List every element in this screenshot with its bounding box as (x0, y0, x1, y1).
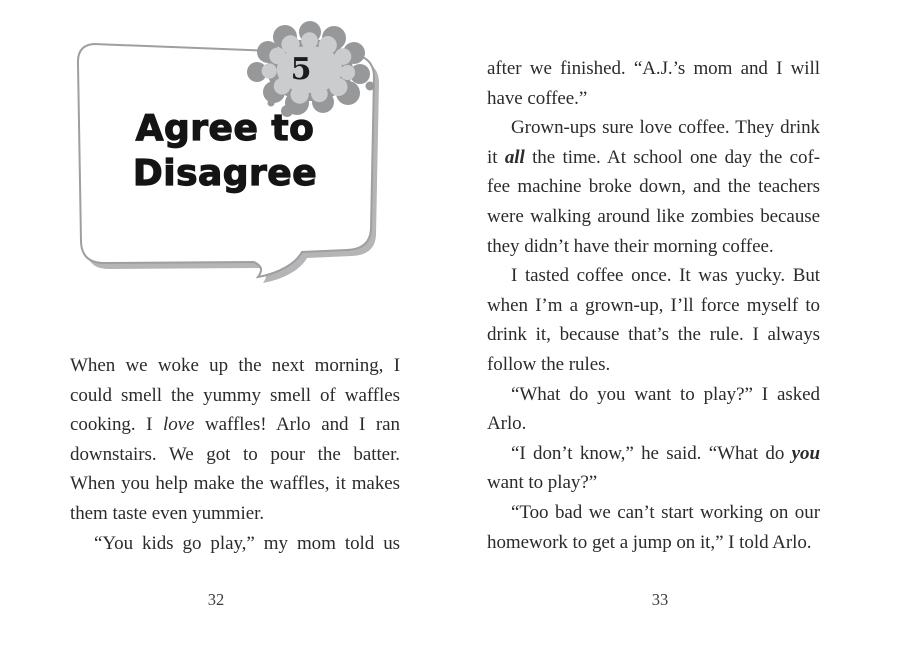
text-line: I tasted coffee once. It was yucky. But (511, 265, 820, 287)
text-line: they didn’t have their morning coffee. (487, 235, 774, 257)
text-line: could smell the yummy smell of waffles (70, 384, 400, 406)
text-line: “I don’t know,” he said. “What do you (511, 442, 820, 464)
chapter-title-line1: Agree to (135, 108, 315, 149)
text-line: cooking. I love waffles! Arlo and I ran (70, 414, 400, 436)
text-line: fee machine broke down, and the teachers (487, 176, 820, 198)
text-line: When you help make the waffles, it makes (70, 473, 400, 495)
left-page-text (70, 351, 400, 558)
chapter-title (72, 106, 378, 196)
text-line: want to play?” (487, 472, 598, 494)
left-page-number: 32 (207, 590, 225, 609)
text-line: When we woke up the next morning, I (70, 355, 400, 376)
text-line: have coffee.” (487, 87, 588, 109)
text-line: Arlo. (487, 413, 527, 435)
right-page-number: 33 (651, 590, 669, 609)
chapter-number: 5 (290, 52, 312, 87)
right-page-text (487, 54, 820, 557)
text-line: downstairs. We got to pour the batter. (70, 443, 400, 465)
text-line: “What do you want to play?” I asked (511, 383, 820, 405)
text-line: drink it, because that’s the rule. I always (487, 324, 820, 346)
text-line: were walking around like zombies because (487, 205, 820, 227)
text-line: when I’m a grown-up, I’ll force myself to (487, 294, 820, 316)
text-line: “You kids go play,” my mom told us (94, 532, 400, 554)
text-line: after we finished. “A.J.’s mom and I will (487, 58, 820, 79)
text-line: “Too bad we can’t start working on our (511, 501, 820, 523)
text-line: it all the time. At school one day the cof- (487, 146, 820, 168)
text-line: follow the rules. (487, 353, 611, 375)
chapter-title-line2: Disagree (132, 153, 318, 194)
text-line: them taste even yummier. (70, 502, 265, 524)
text-line: Grown-ups sure love coffee. They drink (511, 117, 820, 139)
text-line: homework to get a jump on it,” I told Arlo. (487, 531, 812, 553)
